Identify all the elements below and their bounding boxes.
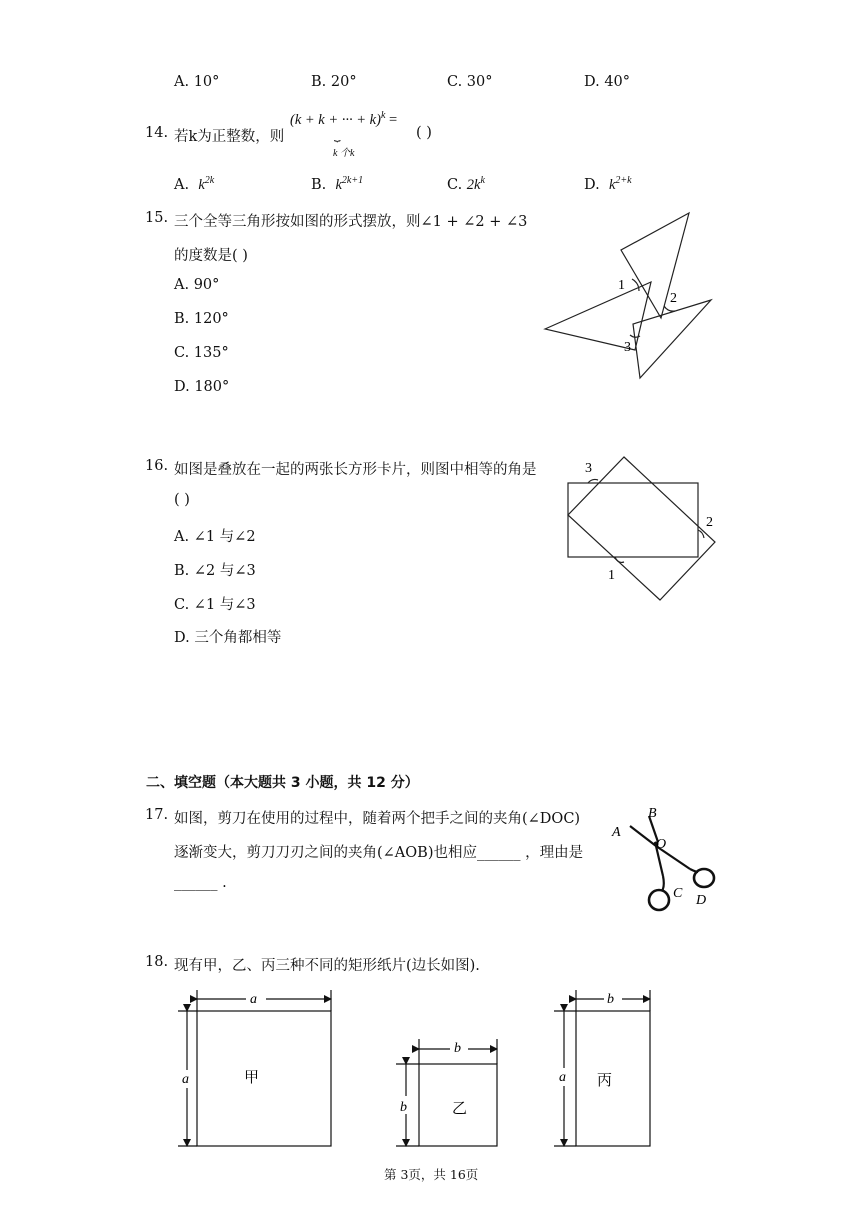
q14-underbrace: ⏟ (334, 129, 341, 142)
q13-option-c: C. 30° (447, 74, 493, 90)
q16-tilted-card (568, 457, 715, 600)
q14-stem: 若k为正整数，则 (174, 129, 285, 145)
q14-expression (290, 110, 397, 129)
q16-label-2: 2 (706, 515, 713, 530)
q16-option-c: C. ∠1 与∠3 (174, 597, 256, 613)
q15-option-b: B. 120° (174, 311, 229, 327)
q16-option-b: B. ∠2 与∠3 (174, 563, 256, 579)
q17-label-a: A (612, 825, 621, 840)
q15-number: 15. (145, 210, 169, 226)
q14-option-b: B. $k^{2k+1}$ (311, 175, 364, 193)
jia-side-dim: a (182, 1072, 189, 1087)
q15-triangles-figure (540, 205, 720, 383)
q15-label-3: 3 (624, 340, 631, 355)
bing-name: 丙 (597, 1071, 613, 1089)
yi-side-dim: b (400, 1100, 407, 1115)
q16-label-3: 3 (585, 461, 592, 476)
q16-cards-figure (560, 452, 725, 607)
q15-line1: 三个全等三角形按如图的形式摆放，则∠1 + ∠2 + ∠3 (174, 214, 528, 230)
q13-option-a: A. 10° (174, 74, 220, 90)
q16-line1: 如图是叠放在一起的两张长方形卡片，则图中相等的角是 (174, 462, 537, 478)
yi-top-dim: b (454, 1041, 461, 1056)
q17-scissors-figure (610, 800, 720, 915)
blade-a (630, 826, 656, 846)
q16-label-1: 1 (608, 568, 615, 583)
page-footer: 第 3页，共 16页 (384, 1167, 479, 1182)
q18-rectangles-figure (170, 982, 670, 1152)
q15-label-2: 2 (670, 291, 677, 306)
jia-top-dim: a (250, 992, 257, 1007)
q17-label-d: D (696, 893, 707, 908)
q16-option-d: D. 三个角都相等 (174, 630, 282, 646)
q15-option-d: D. 180° (174, 379, 230, 395)
bing-side-dim: a (559, 1070, 566, 1085)
q14-exp: k (380, 110, 386, 121)
q18-number: 18. (145, 954, 169, 970)
q16-number: 16. (145, 458, 169, 474)
q15-label-1: 1 (618, 278, 625, 293)
q14-option-d: D. $k^{2+k}$ (584, 175, 632, 193)
q15-option-a: A. 90° (174, 277, 220, 293)
yi-name: 乙 (452, 1099, 468, 1117)
q13-option-b: B. 20° (311, 74, 357, 90)
q14-eq: = (385, 111, 398, 128)
bing-top-dim: b (607, 992, 614, 1007)
q17-number: 17. (145, 807, 169, 823)
q14-expr: (k + k + ··· + k) (290, 111, 381, 128)
q17-label-b: B (648, 806, 657, 821)
q17-label-c: C (673, 886, 683, 901)
q13-option-d: D. 40° (584, 74, 631, 90)
q14-brace-label: k 个k (333, 148, 355, 159)
q17-label-o: O (656, 837, 667, 852)
q15-angle-arc-2 (664, 306, 675, 311)
q16-option-a: A. ∠1 与∠2 (174, 529, 256, 545)
q14-option-a: A. $k^{2k}$ (174, 175, 215, 193)
q16-line2: ( ) (174, 492, 190, 508)
rect-bing (576, 1011, 650, 1146)
q15-option-c: C. 135° (174, 345, 229, 361)
q14-number: 14. (145, 125, 169, 141)
q17-line1: 如图，剪刀在使用的过程中，随着两个把手之间的夹角(∠DOC) (174, 811, 581, 827)
q17-line3: ______ . (174, 875, 227, 891)
rect-jia (197, 1011, 331, 1146)
handle-ring-c (649, 890, 669, 910)
section-title: 二、填空题（本大题共 3 小题，共 12 分） (146, 775, 419, 791)
q14-paren: ( ) (416, 125, 432, 141)
q16-angle-arc-1 (615, 557, 624, 562)
q14-option-c: C. $2k^k$ (447, 175, 485, 193)
q15-triangle-top (621, 213, 689, 318)
q17-line2: 逐渐变大，剪刀刀刃之间的夹角(∠AOB)也相应______ ，理由是 (174, 845, 584, 861)
q15-line2: 的度数是( ) (174, 248, 248, 264)
q18-line1: 现有甲，乙、丙三种不同的矩形纸片(边长如图). (174, 958, 480, 974)
jia-name: 甲 (244, 1068, 260, 1086)
